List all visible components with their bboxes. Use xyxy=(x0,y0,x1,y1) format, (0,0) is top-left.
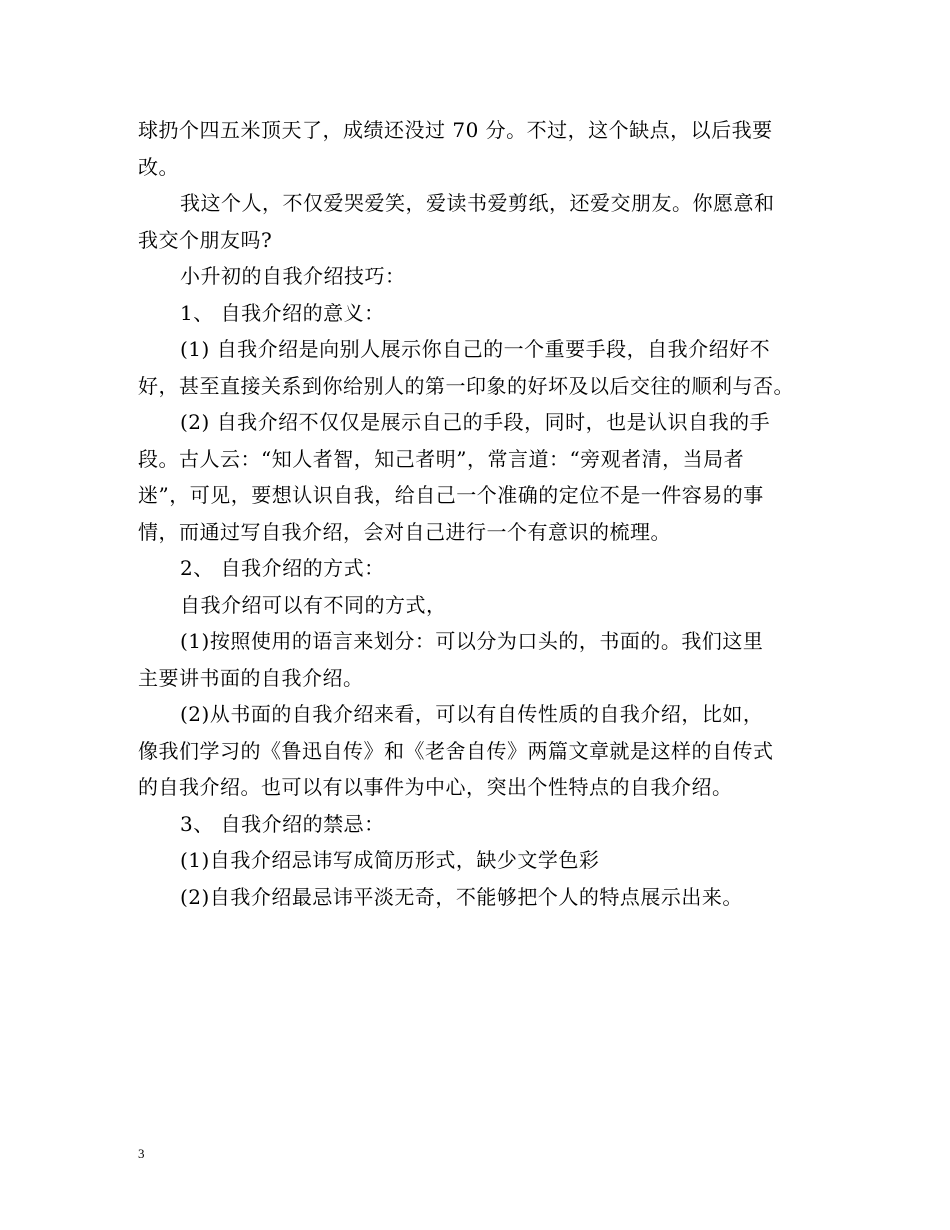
numbered-heading: 2、 自我介绍的方式： xyxy=(180,556,385,580)
numbered-heading: 3、 自我介绍的禁忌： xyxy=(180,811,385,836)
text-line: 迷”，可见，要想认识自我，给自己一个准确的定位不是一件容易的事 xyxy=(138,483,764,507)
text-line: 像我们学习的《鲁迅自传》和《老舍自传》两篇文章就是这样的自传式 xyxy=(138,738,774,763)
text-line: (1)自我介绍忌讳写成简历形式，缺少文学色彩 xyxy=(180,848,600,872)
section-heading: 小升初的自我介绍技巧： xyxy=(180,264,406,288)
text-line: 主要讲书面的自我介绍。 xyxy=(138,665,364,690)
text-line: 改。 xyxy=(138,154,179,179)
document-body xyxy=(138,112,818,915)
text-line: 自我介绍可以有不同的方式， xyxy=(180,592,447,617)
text-line: 我交个朋友吗? xyxy=(138,227,273,252)
text-line: (2)自我介绍最忌讳平淡无奇，不能够把个人的特点展示出来。 xyxy=(180,884,743,909)
text-line: (2) 自我介绍不仅仅是展示自己的手段，同时，也是认识自我的手 xyxy=(180,410,771,434)
text-line: 球扔个四五米顶天了，成绩还没过 70 分。不过，这个缺点，以后我要 xyxy=(138,118,773,142)
text-line: 情，而通过写自我介绍，会对自己进行一个有意识的梳理。 xyxy=(138,519,671,544)
text-line: 好，甚至直接关系到你给别人的第一印象的好坏及以后交往的顺利与否。 xyxy=(138,373,794,398)
text-line: (1) 自我介绍是向别人展示你自己的一个重要手段，自我介绍好不 xyxy=(180,337,771,361)
numbered-heading: 1、 自我介绍的意义： xyxy=(180,300,385,325)
text-line: 我这个人，不仅爱哭爱笑，爱读书爱剪纸，还爱交朋友。你愿意和 xyxy=(180,191,775,215)
text-line: 段。古人云：“知人者智，知己者明”，常言道：“旁观者清，当局者 xyxy=(138,446,745,471)
text-line: (1)按照使用的语言来划分：可以分为口头的，书面的。我们这里 xyxy=(180,629,764,653)
page-number: 3 xyxy=(138,1146,145,1161)
text-line: (2)从书面的自我介绍来看，可以有自传性质的自我介绍，比如， xyxy=(180,702,764,726)
text-line: 的自我介绍。也可以有以事件为中心，突出个性特点的自我介绍。 xyxy=(138,775,733,799)
